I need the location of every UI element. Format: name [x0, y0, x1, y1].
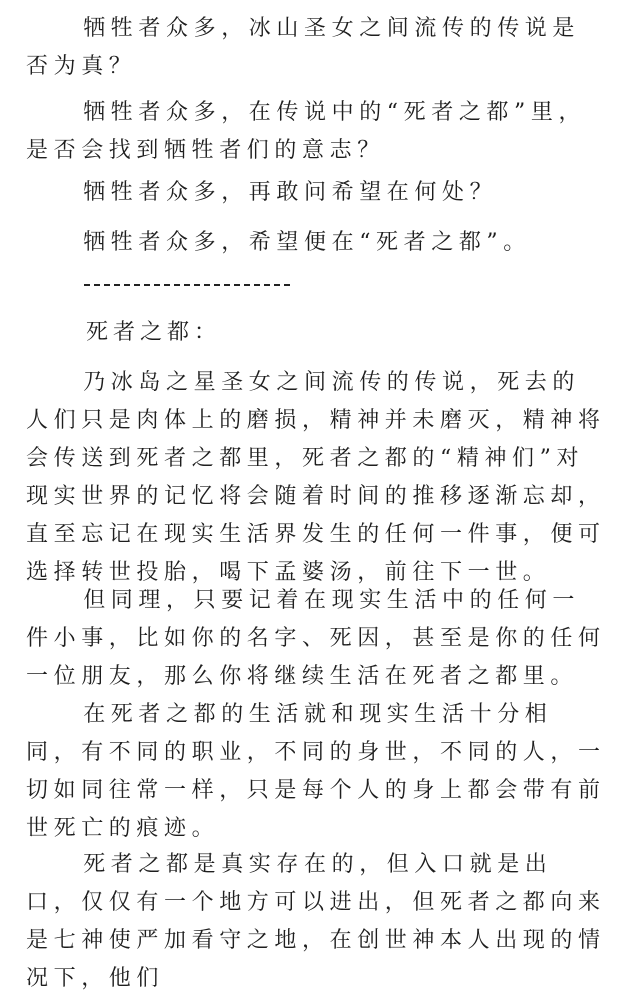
paragraph-1: 牺牲者众多，冰山圣女之间流传的传说是否为真？	[26, 16, 580, 79]
section-title: 死者之都：	[86, 320, 222, 345]
paragraph-6: 乃冰岛之星圣女之间流传的传说，死去的人们只是肉体上的磨损，精神并未磨灭，精神将会传送到死者之都里，死者之都的“精神们”对现实世界的记忆将会随着时间的推移逐渐忘却，直至忘记在现实生活界发生的任何一件事，便可选择转世投胎，喝下孟婆汤，前往下一世。	[26, 370, 606, 585]
paragraph-8: 在死者之都的生活就和现实生活十分相同，有不同的职业，不同的身世，不同的人，一切如同往常一样，只是每个人的身上都会带有前世死亡的痕迹。	[26, 702, 606, 841]
paragraph-3: 牺牲者众多，再敢问希望在何处？	[83, 180, 498, 205]
paragraph-9: 死者之都是真实存在的，但入口就是出口，仅仅有一个地方可以进出，但死者之都向来是七神使严加看守之地，在创世神本人出现的情况下，他们	[26, 852, 606, 991]
section-divider	[84, 284, 290, 288]
paragraph-4: 牺牲者众多，希望便在“死者之都”。	[83, 230, 531, 255]
paragraph-2: 牺牲者众多，在传说中的“死者之都”里，是否会找到牺牲者们的意志？	[26, 100, 587, 163]
paragraph-7: 但同理，只要记着在现实生活中的任何一件小事，比如你的名字、死因，甚至是你的任何一位朋友，那么你将继续生活在死者之都里。	[26, 588, 606, 689]
